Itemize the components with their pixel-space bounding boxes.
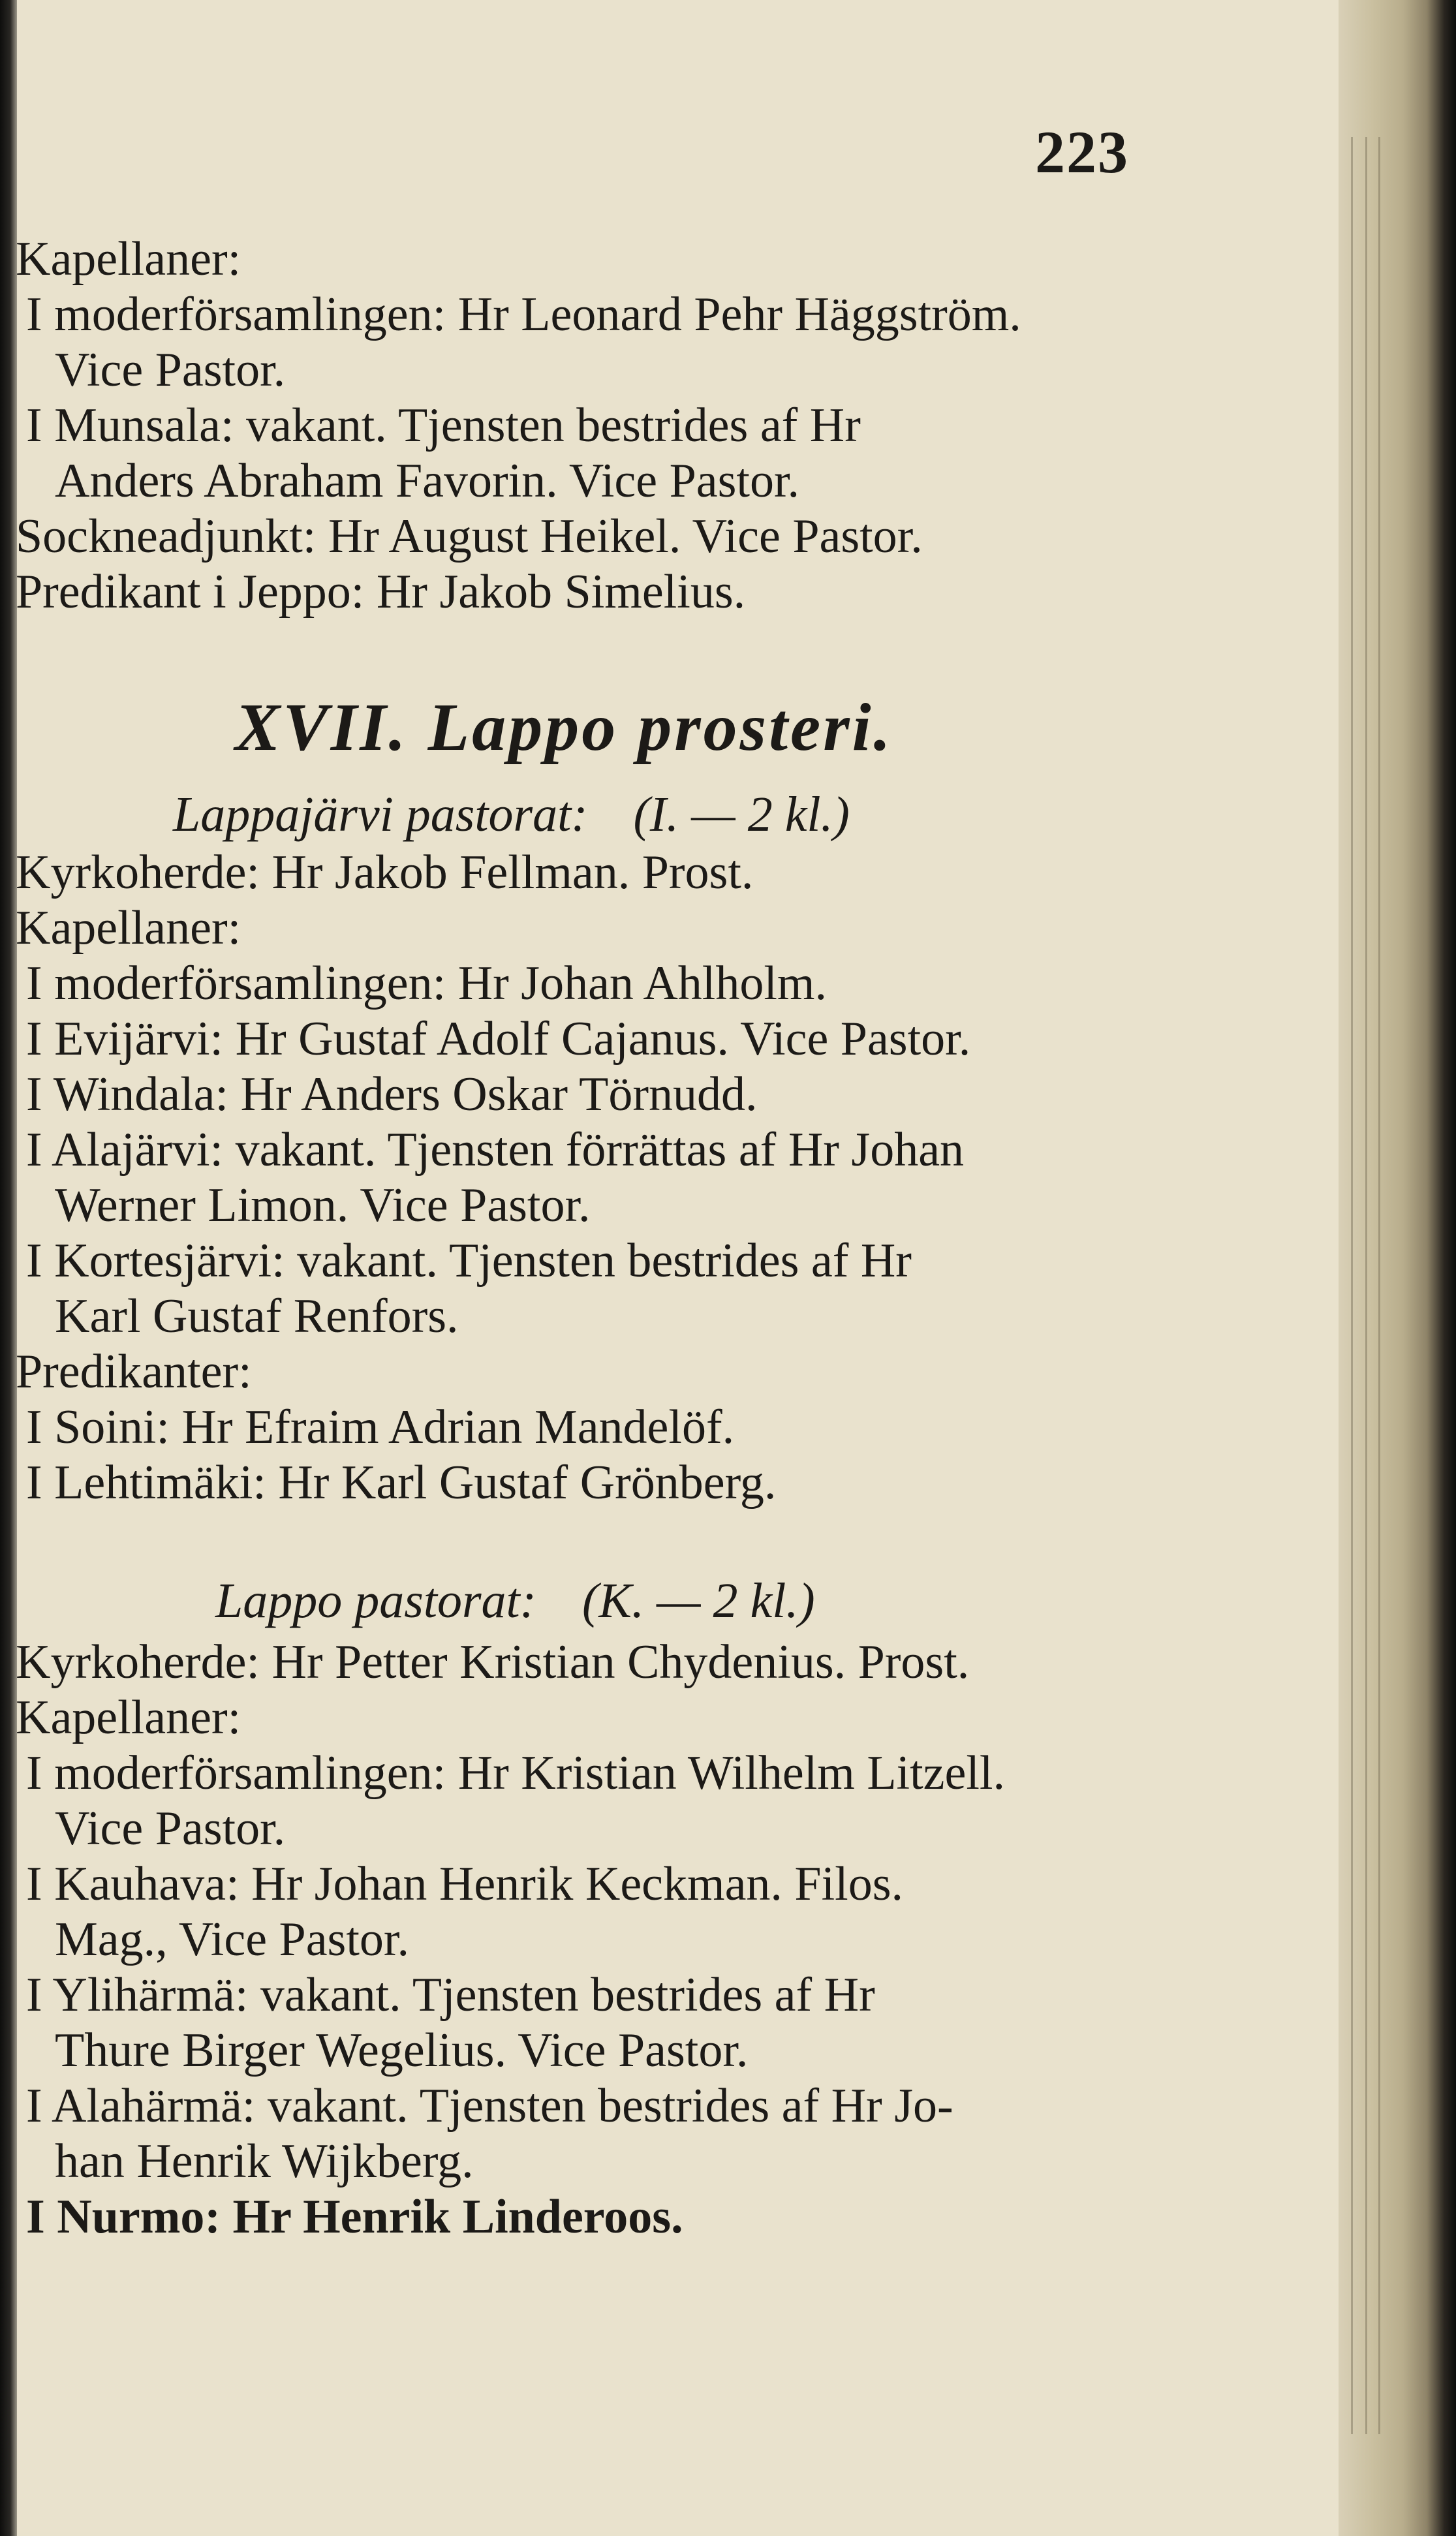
text-line: Anders Abraham Favorin. Vice Pastor. (55, 454, 800, 508)
text-line: Sockneadjunkt: Hr August Heikel. Vice Pastor. (16, 510, 923, 563)
text-line: I Kortesjärvi: vakant. Tjensten bestrides af Hr (26, 1234, 912, 1288)
binding-gutter (0, 0, 17, 2536)
text-line: Predikant i Jeppo: Hr Jakob Simelius. (16, 565, 746, 619)
text-line: I Alajärvi: vakant. Tjensten förrättas af Hr Johan (26, 1123, 965, 1177)
parish-class: (K. — 2 kl.) (581, 1573, 815, 1628)
text-line: Kapellaner: (16, 901, 241, 955)
text-line: I moderförsamlingen: Hr Leonard Pehr Häggström. (26, 288, 1021, 341)
page-stack-edge (1339, 0, 1456, 2536)
text-line: I Nurmo: Hr Henrik Linderoos. (26, 2190, 683, 2244)
parish-heading (215, 1573, 815, 1630)
text-line: I Evijärvi: Hr Gustaf Adolf Cajanus. Vice Pastor. (26, 1012, 971, 1066)
parish-heading (173, 786, 850, 843)
text-line: han Henrik Wijkberg. (55, 2135, 474, 2188)
text-line: I moderförsamlingen: Hr Johan Ahlholm. (26, 957, 827, 1010)
text-line: Vice Pastor. (55, 343, 286, 397)
text-line: I Ylihärmä: vakant. Tjensten bestrides af Hr (26, 1968, 875, 2022)
text-line: Thure Birger Wegelius. Vice Pastor. (55, 2024, 749, 2077)
text-line: I Windala: Hr Anders Oskar Törnudd. (26, 1068, 758, 1121)
text-line: I Lehtimäki: Hr Karl Gustaf Grönberg. (26, 1456, 777, 1509)
page-edge-line (1365, 137, 1367, 2434)
parish-name: Lappo pastorat: (215, 1573, 536, 1628)
text-line: Kapellaner: (16, 1691, 241, 1744)
page-edge-line (1351, 137, 1353, 2434)
text-line: I Soini: Hr Efraim Adrian Mandelöf. (26, 1400, 735, 1454)
text-line: Werner Limon. Vice Pastor. (55, 1179, 591, 1232)
text-line: Mag., Vice Pastor. (55, 1913, 409, 1966)
deanery-heading: XVII. Lappo prosteri. (235, 690, 893, 765)
parish-class: (I. — 2 kl.) (633, 787, 850, 842)
text-line: I Alahärmä: vakant. Tjensten bestrides af Hr Jo- (26, 2079, 953, 2133)
parish-name: Lappajärvi pastorat: (173, 787, 588, 842)
text-line: Karl Gustaf Renfors. (55, 1290, 459, 1343)
text-line: Kyrkoherde: Hr Jakob Fellman. Prost. (16, 846, 754, 899)
text-line: Predikanter: (16, 1345, 252, 1399)
text-line: Kyrkoherde: Hr Petter Kristian Chydenius. Prost. (16, 1635, 970, 1689)
text-line: Kapellaner: (16, 232, 241, 286)
text-line: I moderförsamlingen: Hr Kristian Wilhelm Litzell. (26, 1746, 1005, 1800)
page-edge-line (1378, 137, 1380, 2434)
text-line: I Kauhava: Hr Johan Henrik Keckman. Filos. (26, 1857, 903, 1911)
text-line: I Munsala: vakant. Tjensten bestrides af Hr (26, 399, 861, 452)
text-line: Vice Pastor. (55, 1802, 286, 1855)
page-number: 223 (1035, 119, 1129, 185)
